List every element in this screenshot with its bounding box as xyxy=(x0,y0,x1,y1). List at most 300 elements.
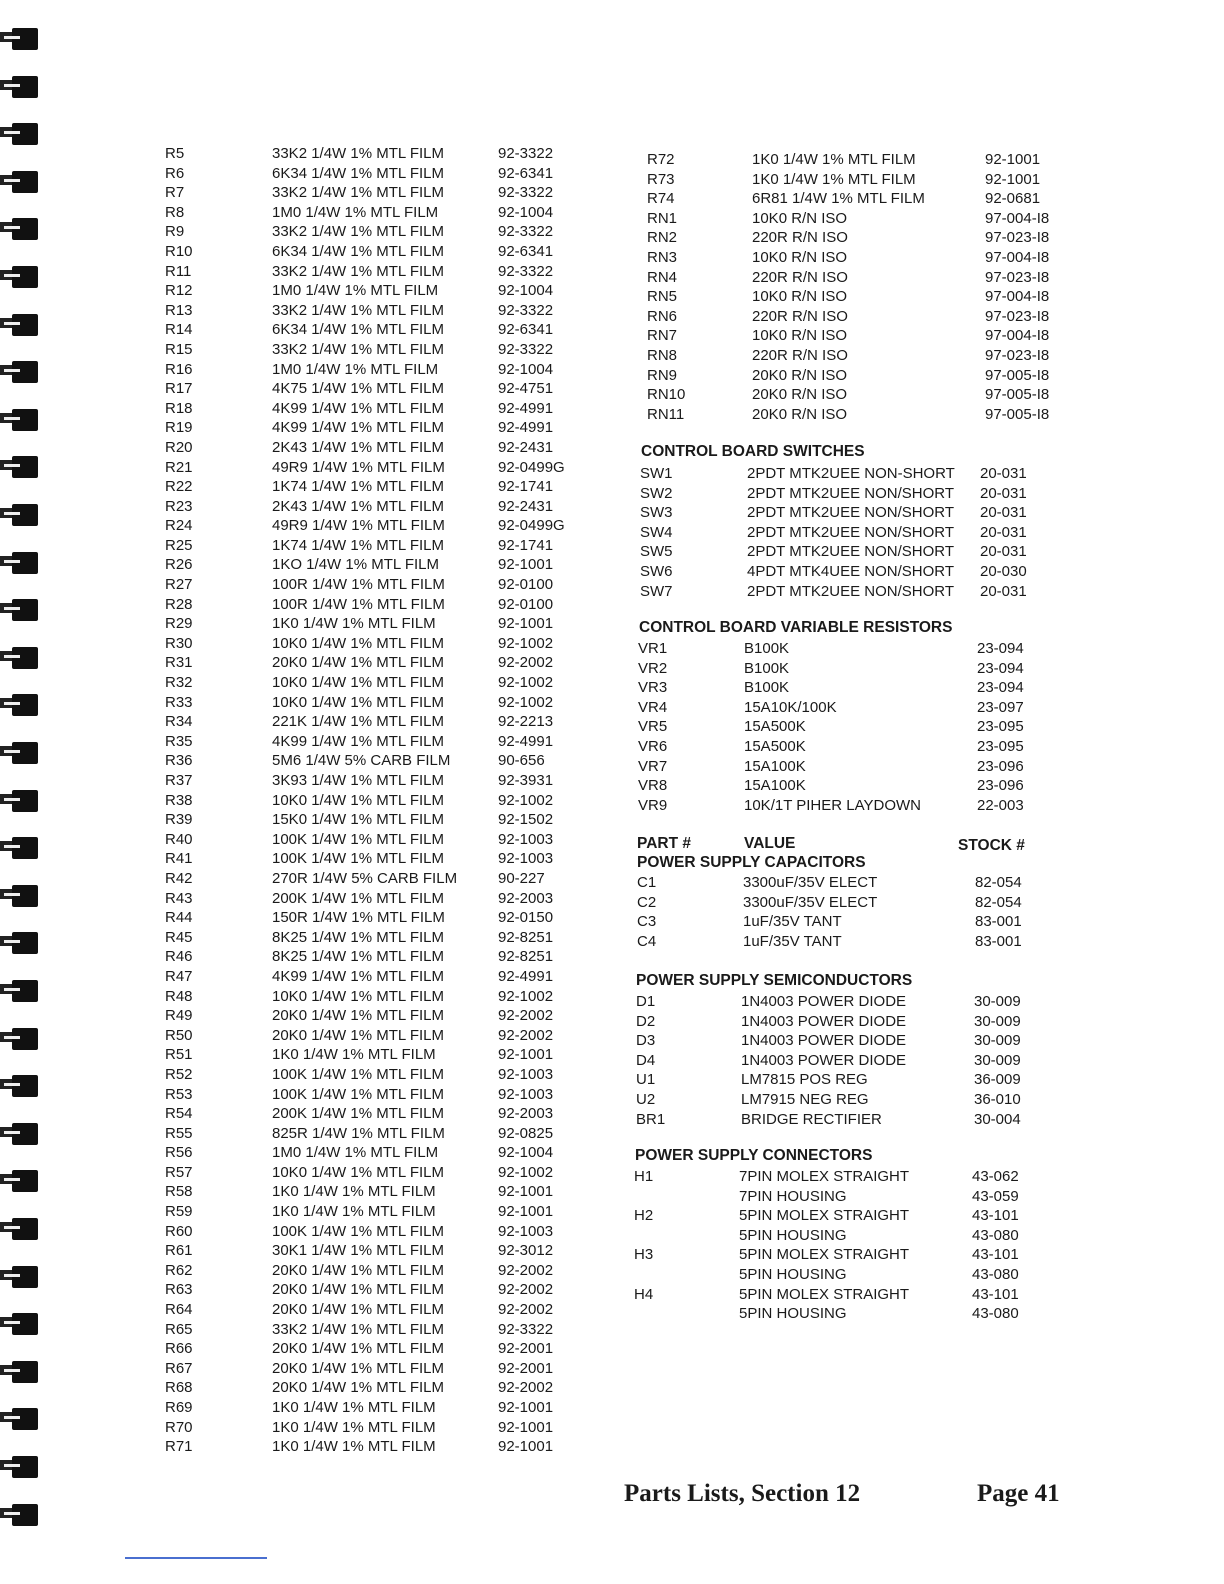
part-value: 221K 1/4W 1% MTL FILM xyxy=(272,713,445,731)
part-ref: RN8 xyxy=(647,346,678,364)
binding-coil xyxy=(0,742,40,764)
stock-number: 92-1001 xyxy=(498,615,554,633)
stock-number: 92-3322 xyxy=(498,262,554,280)
stock-number: 92-3012 xyxy=(498,1242,554,1260)
part-ref: R20 xyxy=(165,438,193,456)
stock-number: 92-2002 xyxy=(498,654,554,672)
part-value: 10K0 R/N ISO xyxy=(752,248,848,266)
stock-number: 92-1002 xyxy=(498,791,554,809)
binding-coil xyxy=(0,932,40,954)
stock-number: 92-1002 xyxy=(498,693,554,711)
part-value: 5PIN MOLEX STRAIGHT xyxy=(739,1246,910,1264)
stock-number: 97-004-I8 xyxy=(985,209,1050,227)
part-ref: SW5 xyxy=(640,543,673,561)
part-value: 33K2 1/4W 1% MTL FILM xyxy=(272,223,445,241)
part-ref: R66 xyxy=(165,1340,193,1358)
part-value: 4K99 1/4W 1% MTL FILM xyxy=(272,419,445,437)
stock-number: 97-004-I8 xyxy=(985,288,1050,306)
stock-number: 92-1001 xyxy=(498,1183,554,1201)
stock-number: 97-004-I8 xyxy=(985,248,1050,266)
part-ref: R21 xyxy=(165,458,193,476)
stock-number: 97-023-I8 xyxy=(985,346,1050,364)
part-value: 15A100K xyxy=(744,757,806,775)
part-value: 5PIN HOUSING xyxy=(739,1305,847,1323)
part-ref: R51 xyxy=(165,1046,193,1064)
stock-number: 92-6341 xyxy=(498,164,554,182)
part-value: 1K0 1/4W 1% MTL FILM xyxy=(752,170,916,188)
column-header-part: PART # xyxy=(637,835,691,852)
part-ref: SW7 xyxy=(640,582,673,600)
stock-number: 92-1002 xyxy=(498,1163,554,1181)
binding-coil xyxy=(0,1028,40,1050)
binding-coil xyxy=(0,171,40,193)
stock-number: 43-101 xyxy=(972,1285,1019,1303)
part-value: LM7915 NEG REG xyxy=(741,1090,869,1108)
part-ref: R65 xyxy=(165,1320,193,1338)
stock-number: 92-2002 xyxy=(498,1379,554,1397)
stock-number: 43-101 xyxy=(972,1246,1019,1264)
part-value: 1K0 1/4W 1% MTL FILM xyxy=(752,151,916,168)
part-ref: RN9 xyxy=(647,366,678,384)
part-ref: R39 xyxy=(165,811,193,829)
stock-number: 97-005-I8 xyxy=(985,405,1050,423)
stock-number: 22-003 xyxy=(977,796,1024,814)
part-value: 100R 1/4W 1% MTL FILM xyxy=(272,595,445,613)
stock-number: 92-1002 xyxy=(498,987,554,1005)
part-value: 4K75 1/4W 1% MTL FILM xyxy=(272,380,445,398)
part-ref: VR5 xyxy=(638,718,668,736)
bottom-rule xyxy=(125,1557,267,1559)
part-value: 100K 1/4W 1% MTL FILM xyxy=(272,1222,445,1240)
part-ref: R38 xyxy=(165,791,193,809)
part-ref: R30 xyxy=(165,634,193,652)
stock-number: 92-2002 xyxy=(498,1007,554,1025)
stock-number: 92-6341 xyxy=(498,242,554,260)
part-value: 1K0 1/4W 1% MTL FILM xyxy=(272,1438,436,1456)
part-ref: R35 xyxy=(165,732,193,750)
part-ref: R55 xyxy=(165,1124,193,1142)
part-value: 200K 1/4W 1% MTL FILM xyxy=(272,889,445,907)
binding-coil xyxy=(0,266,40,288)
part-ref: C3 xyxy=(637,913,657,931)
stock-number: 92-2001 xyxy=(498,1340,554,1358)
part-value: 20K0 1/4W 1% MTL FILM xyxy=(272,1301,445,1319)
spiral-binding xyxy=(0,0,44,1584)
stock-number: 92-0100 xyxy=(498,595,554,613)
part-ref: RN11 xyxy=(647,405,685,423)
part-ref: R49 xyxy=(165,1007,193,1025)
stock-number: 92-1002 xyxy=(498,674,554,692)
part-ref: R57 xyxy=(165,1163,193,1181)
part-ref: RN3 xyxy=(647,248,678,266)
stock-number: 92-1001 xyxy=(498,1438,554,1456)
stock-number: 92-1004 xyxy=(498,1144,554,1162)
part-ref: R31 xyxy=(165,654,193,672)
column-header-stock: STOCK # xyxy=(958,837,1025,854)
stock-number: 92-1003 xyxy=(498,1065,554,1083)
part-ref: R59 xyxy=(165,1203,193,1221)
binding-coil xyxy=(0,599,40,621)
stock-number: 23-095 xyxy=(977,737,1024,755)
stock-number: 90-656 xyxy=(498,752,545,770)
part-value: 20K0 R/N ISO xyxy=(752,386,848,404)
part-ref: R44 xyxy=(165,909,193,927)
part-value: 2PDT MTK2UEE NON/SHORT xyxy=(747,523,954,541)
stock-number: 20-031 xyxy=(980,523,1027,541)
part-ref: R62 xyxy=(165,1261,193,1279)
part-value: 30K1 1/4W 1% MTL FILM xyxy=(272,1242,445,1260)
part-value: 1M0 1/4W 1% MTL FILM xyxy=(272,1144,439,1162)
stock-number: 92-2431 xyxy=(498,497,554,515)
part-value: 6K34 1/4W 1% MTL FILM xyxy=(272,164,445,182)
binding-coil xyxy=(0,1170,40,1192)
part-value: 2PDT MTK2UEE NON/SHORT xyxy=(747,582,954,600)
stock-number: 83-001 xyxy=(975,913,1022,931)
stock-number: 92-1002 xyxy=(498,634,554,652)
part-value: 5M6 1/4W 5% CARB FILM xyxy=(272,752,451,770)
stock-number: 92-1001 xyxy=(498,556,554,574)
part-value: BRIDGE RECTIFIER xyxy=(741,1110,882,1128)
part-ref: D3 xyxy=(636,1032,656,1050)
stock-number: 92-4991 xyxy=(498,399,554,417)
part-ref: H3 xyxy=(634,1246,654,1264)
part-ref: SW2 xyxy=(640,484,673,502)
part-value: 1M0 1/4W 1% MTL FILM xyxy=(272,282,439,300)
part-ref: RN2 xyxy=(647,229,678,247)
part-value: 100K 1/4W 1% MTL FILM xyxy=(272,1085,445,1103)
part-value: 1N4003 POWER DIODE xyxy=(741,993,907,1010)
part-ref: R40 xyxy=(165,830,193,848)
part-value: 150R 1/4W 1% MTL FILM xyxy=(272,909,445,927)
part-value: 20K0 1/4W 1% MTL FILM xyxy=(272,1026,445,1044)
part-value: 1uF/35V TANT xyxy=(743,932,842,950)
binding-coil xyxy=(0,1504,40,1526)
part-value: 33K2 1/4W 1% MTL FILM xyxy=(272,1320,445,1338)
switches-heading: CONTROL BOARD SWITCHES xyxy=(641,443,865,460)
stock-number: 92-3322 xyxy=(498,1320,554,1338)
part-ref: C4 xyxy=(637,932,657,950)
part-value: 6K34 1/4W 1% MTL FILM xyxy=(272,242,445,260)
part-value: 15A10K/100K xyxy=(744,698,837,716)
part-ref: R24 xyxy=(165,517,193,535)
part-value: 1K74 1/4W 1% MTL FILM xyxy=(272,536,445,554)
stock-number: 36-009 xyxy=(974,1071,1021,1089)
part-ref: RN4 xyxy=(647,268,678,286)
part-value: 20K0 1/4W 1% MTL FILM xyxy=(272,654,445,672)
part-ref: VR4 xyxy=(638,698,668,716)
part-value: 1K0 1/4W 1% MTL FILM xyxy=(272,615,436,633)
stock-number: 23-097 xyxy=(977,698,1024,716)
part-ref: R74 xyxy=(647,190,675,208)
part-value: 200K 1/4W 1% MTL FILM xyxy=(272,1105,445,1123)
stock-number: 92-1001 xyxy=(498,1399,554,1416)
part-ref: R69 xyxy=(165,1399,193,1416)
stock-number: 92-3322 xyxy=(498,145,554,162)
part-value: 10K0 1/4W 1% MTL FILM xyxy=(272,987,445,1005)
stock-number: 36-010 xyxy=(974,1090,1021,1108)
binding-coil xyxy=(0,694,40,716)
part-value: 33K2 1/4W 1% MTL FILM xyxy=(272,184,445,202)
part-ref: R72 xyxy=(647,151,675,168)
stock-number: 97-004-I8 xyxy=(985,327,1050,345)
semiconductors-heading: POWER SUPPLY SEMICONDUCTORS xyxy=(636,972,913,989)
stock-number: 92-1001 xyxy=(498,1203,554,1221)
part-value: 1K0 1/4W 1% MTL FILM xyxy=(272,1418,436,1436)
part-ref: D4 xyxy=(636,1051,656,1069)
stock-number: 92-4991 xyxy=(498,967,554,985)
stock-number: 92-1001 xyxy=(498,1046,554,1064)
part-value: 49R9 1/4W 1% MTL FILM xyxy=(272,458,445,476)
stock-number: 92-2002 xyxy=(498,1261,554,1279)
part-ref: D1 xyxy=(636,993,656,1010)
stock-number: 82-054 xyxy=(975,893,1022,911)
part-ref: R13 xyxy=(165,301,193,319)
part-value: 20K0 1/4W 1% MTL FILM xyxy=(272,1281,445,1299)
stock-number: 20-031 xyxy=(980,504,1027,522)
stock-number: 92-3322 xyxy=(498,301,554,319)
footer-section-title: Parts Lists, Section 12 xyxy=(624,1480,861,1507)
stock-number: 92-1741 xyxy=(498,536,554,554)
part-ref: R16 xyxy=(165,360,193,378)
stock-number: 92-2431 xyxy=(498,438,554,456)
binding-coil xyxy=(0,409,40,431)
part-ref: R58 xyxy=(165,1183,193,1201)
part-value: 1N4003 POWER DIODE xyxy=(741,1051,907,1069)
stock-number: 30-004 xyxy=(974,1110,1021,1128)
part-value: 10K0 R/N ISO xyxy=(752,209,848,227)
stock-number: 92-6341 xyxy=(498,321,554,339)
part-value: LM7815 POS REG xyxy=(741,1071,868,1089)
part-ref: R56 xyxy=(165,1144,193,1162)
part-ref: R34 xyxy=(165,713,193,731)
part-value: 7PIN HOUSING xyxy=(739,1187,847,1205)
part-ref: SW1 xyxy=(640,465,673,482)
part-ref: R33 xyxy=(165,693,193,711)
part-value: 20K0 1/4W 1% MTL FILM xyxy=(272,1261,445,1279)
part-ref: R68 xyxy=(165,1379,193,1397)
part-ref: R12 xyxy=(165,282,193,300)
stock-number: 23-094 xyxy=(977,679,1024,697)
part-ref: VR2 xyxy=(638,659,668,677)
binding-coil xyxy=(0,1123,40,1145)
stock-number: 30-009 xyxy=(974,1032,1021,1050)
part-ref: R37 xyxy=(165,772,193,789)
part-value: 3300uF/35V ELECT xyxy=(743,874,878,891)
part-ref: U1 xyxy=(636,1071,656,1089)
part-value: 1M0 1/4W 1% MTL FILM xyxy=(272,360,439,378)
stock-number: 92-2002 xyxy=(498,1026,554,1044)
part-ref: R46 xyxy=(165,948,193,966)
part-value: 20K0 1/4W 1% MTL FILM xyxy=(272,1340,445,1358)
part-value: 33K2 1/4W 1% MTL FILM xyxy=(272,301,445,319)
part-value: 15K0 1/4W 1% MTL FILM xyxy=(272,811,445,829)
part-value: 100R 1/4W 1% MTL FILM xyxy=(272,576,445,594)
footer-page-number: Page 41 xyxy=(977,1480,1060,1507)
stock-number: 20-030 xyxy=(980,562,1027,580)
binding-coil xyxy=(0,647,40,669)
part-value: 20K0 1/4W 1% MTL FILM xyxy=(272,1007,445,1025)
binding-coil xyxy=(0,123,40,145)
stock-number: 92-1003 xyxy=(498,1222,554,1240)
part-value: 10K0 1/4W 1% MTL FILM xyxy=(272,1163,445,1181)
part-value: 1K0 1/4W 1% MTL FILM xyxy=(272,1203,436,1221)
stock-number: 92-3322 xyxy=(498,223,554,241)
part-ref: R5 xyxy=(165,145,185,162)
stock-number: 92-1004 xyxy=(498,282,554,300)
stock-number: 23-096 xyxy=(977,757,1024,775)
part-ref: R50 xyxy=(165,1026,193,1044)
part-value: 220R R/N ISO xyxy=(752,307,848,325)
part-value: 3K93 1/4W 1% MTL FILM xyxy=(272,772,445,789)
stock-number: 92-1741 xyxy=(498,478,554,496)
part-ref: R14 xyxy=(165,321,193,339)
stock-number: 30-009 xyxy=(974,1012,1021,1030)
part-value: 2PDT MTK2UEE NON-SHORT xyxy=(747,465,955,482)
part-value: 100K 1/4W 1% MTL FILM xyxy=(272,1065,445,1083)
part-ref: R19 xyxy=(165,419,193,437)
part-value: 1uF/35V TANT xyxy=(743,913,842,931)
part-ref: R71 xyxy=(165,1438,193,1456)
stock-number: 92-8251 xyxy=(498,948,554,966)
part-ref: R28 xyxy=(165,595,193,613)
binding-coil xyxy=(0,218,40,240)
part-ref: R17 xyxy=(165,380,193,398)
binding-coil xyxy=(0,28,40,50)
part-value: 20K0 1/4W 1% MTL FILM xyxy=(272,1379,445,1397)
part-ref: R47 xyxy=(165,967,193,985)
stock-number: 92-3931 xyxy=(498,772,554,789)
stock-number: 92-0499G xyxy=(498,517,565,535)
part-ref: R23 xyxy=(165,497,193,515)
connectors-heading: POWER SUPPLY CONNECTORS xyxy=(635,1147,873,1164)
stock-number: 20-031 xyxy=(980,465,1027,482)
stock-number: 92-2002 xyxy=(498,1301,554,1319)
stock-number: 30-009 xyxy=(974,993,1021,1010)
capacitors-heading: POWER SUPPLY CAPACITORS xyxy=(637,854,866,871)
part-value: 10K0 R/N ISO xyxy=(752,327,848,345)
part-value: 49R9 1/4W 1% MTL FILM xyxy=(272,517,445,535)
binding-coil xyxy=(0,314,40,336)
part-ref: R8 xyxy=(165,203,185,221)
binding-coil xyxy=(0,1218,40,1240)
part-value: 8K25 1/4W 1% MTL FILM xyxy=(272,928,445,946)
part-value: 10K0 R/N ISO xyxy=(752,288,848,306)
part-ref: R41 xyxy=(165,850,193,868)
part-ref: R45 xyxy=(165,928,193,946)
stock-number: 92-1001 xyxy=(985,170,1041,188)
part-ref: R53 xyxy=(165,1085,193,1103)
part-ref: U2 xyxy=(636,1090,656,1108)
part-value: 5PIN MOLEX STRAIGHT xyxy=(739,1285,910,1303)
part-value: 15A500K xyxy=(744,718,806,736)
part-ref: R48 xyxy=(165,987,193,1005)
stock-number: 43-059 xyxy=(972,1187,1019,1205)
stock-number: 92-1003 xyxy=(498,850,554,868)
stock-number: 92-1004 xyxy=(498,203,554,221)
binding-coil xyxy=(0,552,40,574)
stock-number: 92-1001 xyxy=(498,1418,554,1436)
part-value: 1K0 1/4W 1% MTL FILM xyxy=(272,1183,436,1201)
part-ref: R18 xyxy=(165,399,193,417)
part-value: B100K xyxy=(744,679,790,697)
binding-coil xyxy=(0,1408,40,1430)
part-ref: RN6 xyxy=(647,307,678,325)
part-value: 825R 1/4W 1% MTL FILM xyxy=(272,1124,445,1142)
part-value: 33K2 1/4W 1% MTL FILM xyxy=(272,262,445,280)
part-ref: C2 xyxy=(637,893,657,911)
part-value: 5PIN HOUSING xyxy=(739,1265,847,1283)
part-value: 3300uF/35V ELECT xyxy=(743,893,878,911)
part-ref: VR6 xyxy=(638,737,668,755)
binding-coil xyxy=(0,1075,40,1097)
part-value: 220R R/N ISO xyxy=(752,346,848,364)
part-ref: R73 xyxy=(647,170,675,188)
part-ref: R11 xyxy=(165,262,192,280)
stock-number: 82-054 xyxy=(975,874,1022,891)
stock-number: 43-080 xyxy=(972,1265,1019,1283)
stock-number: 92-0681 xyxy=(985,190,1041,208)
part-ref: VR1 xyxy=(638,640,668,657)
part-ref: R22 xyxy=(165,478,193,496)
stock-number: 92-4751 xyxy=(498,380,554,398)
stock-number: 92-4991 xyxy=(498,732,554,750)
stock-number: 92-1003 xyxy=(498,830,554,848)
binding-coil xyxy=(0,1266,40,1288)
part-value: 33K2 1/4W 1% MTL FILM xyxy=(272,145,445,162)
part-value: 1N4003 POWER DIODE xyxy=(741,1012,907,1030)
part-value: 1N4003 POWER DIODE xyxy=(741,1032,907,1050)
part-ref: R61 xyxy=(165,1242,193,1260)
part-value: 10K0 1/4W 1% MTL FILM xyxy=(272,674,445,692)
part-ref: R64 xyxy=(165,1301,193,1319)
part-ref: VR3 xyxy=(638,679,668,697)
binding-coil xyxy=(0,504,40,526)
binding-coil xyxy=(0,1313,40,1335)
stock-number: 20-031 xyxy=(980,582,1027,600)
part-ref: H1 xyxy=(634,1168,654,1185)
part-ref: SW3 xyxy=(640,504,673,522)
part-value: 2K43 1/4W 1% MTL FILM xyxy=(272,497,445,515)
part-value: 6K34 1/4W 1% MTL FILM xyxy=(272,321,445,339)
variable-resistors-heading: CONTROL BOARD VARIABLE RESISTORS xyxy=(639,619,953,636)
part-ref: H4 xyxy=(634,1285,654,1303)
part-value: 15A500K xyxy=(744,737,806,755)
part-value: 20K0 1/4W 1% MTL FILM xyxy=(272,1359,445,1377)
part-ref: R10 xyxy=(165,242,193,260)
part-value: B100K xyxy=(744,659,790,677)
part-value: 5PIN MOLEX STRAIGHT xyxy=(739,1207,910,1225)
part-ref: R15 xyxy=(165,340,193,358)
stock-number: 97-005-I8 xyxy=(985,386,1050,404)
part-value: 2PDT MTK2UEE NON/SHORT xyxy=(747,504,954,522)
part-value: 10K0 1/4W 1% MTL FILM xyxy=(272,634,445,652)
part-value: 2PDT MTK2UEE NON/SHORT xyxy=(747,543,954,561)
stock-number: 97-023-I8 xyxy=(985,229,1050,247)
part-value: 10K0 1/4W 1% MTL FILM xyxy=(272,791,445,809)
part-ref: R25 xyxy=(165,536,193,554)
part-value: 220R R/N ISO xyxy=(752,229,848,247)
part-ref: R36 xyxy=(165,752,193,770)
stock-number: 92-2003 xyxy=(498,889,554,907)
part-ref: R9 xyxy=(165,223,185,241)
stock-number: 23-096 xyxy=(977,777,1024,795)
part-ref: VR8 xyxy=(638,777,668,795)
stock-number: 23-095 xyxy=(977,718,1024,736)
part-ref: SW4 xyxy=(640,523,673,541)
part-value: 20K0 R/N ISO xyxy=(752,366,848,384)
part-value: 5PIN HOUSING xyxy=(739,1226,847,1244)
part-ref: VR7 xyxy=(638,757,668,775)
